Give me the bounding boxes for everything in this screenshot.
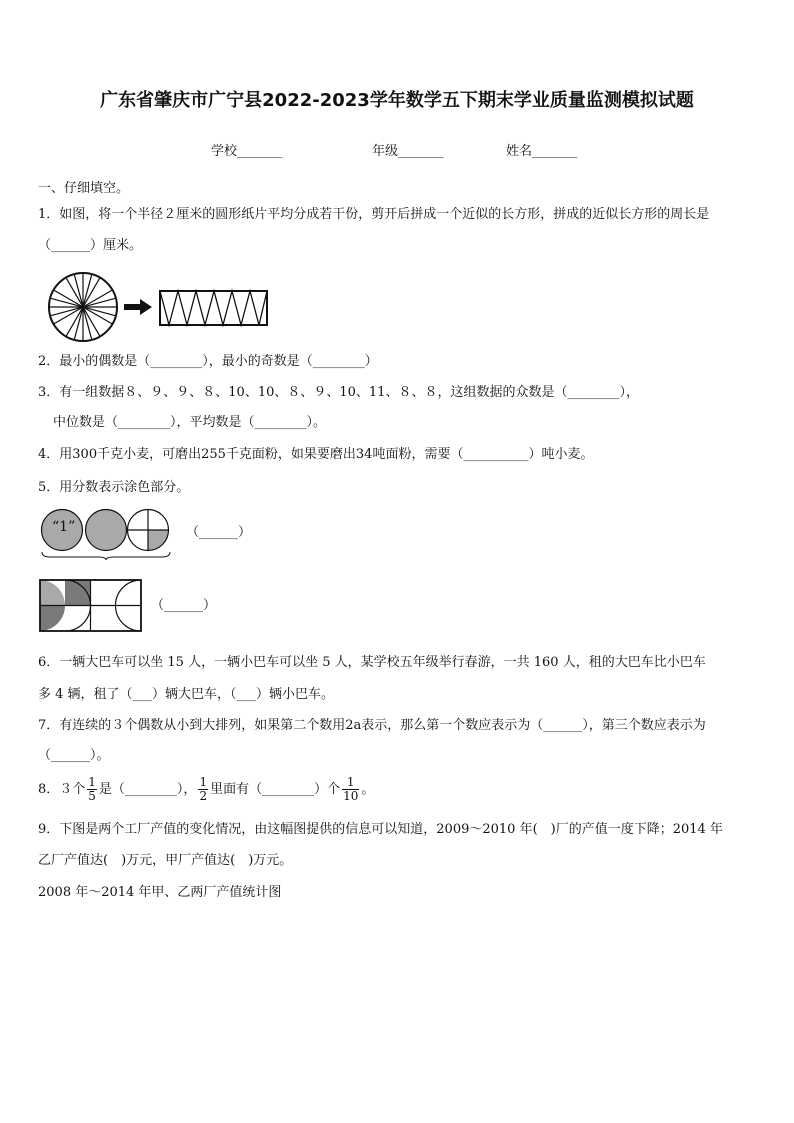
- section-heading: 一、仔细填空。: [38, 181, 130, 196]
- q3-line2: 中位数是（________），平均数是（________）。: [53, 415, 327, 430]
- fraction-one-half: $\frac{1}{2}$: [199, 775, 208, 803]
- zigzag-rectangle: [160, 291, 267, 325]
- q3-line1: 3．有一组数据８、９、９、８、10、10、８、９、10、11、８、８，这组数据的众数是（________），: [38, 385, 639, 400]
- q7-line1: 7．有连续的３个偶数从小到大排列，如果第二个数用2a表示，那么第一个数应表示为（______），第三个数应表示为: [38, 718, 706, 733]
- q8-end: 。: [361, 782, 375, 797]
- q6-line2: 多 4 辆，租了（___）辆大巴车，（___）辆小巴车。: [38, 687, 335, 702]
- page-title: 广东省肇庆市广宁县2022-2023学年数学五下期末学业质量监测模拟试题: [100, 90, 694, 111]
- q9-chart-caption: 2008 年～2014 年甲、乙两厂产值统计图: [38, 885, 282, 900]
- q5-unit-label: “1”: [52, 519, 76, 535]
- q5-rectangle-figure: [39, 579, 143, 633]
- q2-text: 2．最小的偶数是（________），最小的奇数是（________）: [38, 354, 378, 369]
- q5-text: 5．用分数表示涂色部分。: [38, 480, 190, 495]
- name-field[interactable]: 姓名_______: [506, 144, 578, 159]
- q8-mid1: 是（________），: [98, 782, 197, 797]
- q8-prefix: 8．３个: [38, 782, 86, 797]
- school-field[interactable]: 学校_______: [211, 144, 283, 159]
- q1-line2: （______）厘米。: [38, 238, 143, 253]
- q1-figure: [44, 269, 274, 345]
- q7-line2: （______）。: [38, 748, 110, 763]
- q8-mid2: 里面有（________）个: [210, 782, 341, 797]
- divided-circle: [49, 273, 117, 341]
- q1-line1: 1．如图，将一个半径２厘米的圆形纸片平均分成若干份，剪开后拼成一个近似的长方形，拼成的近似长方形的周长是: [38, 207, 710, 222]
- q4-text: 4．用300千克小麦，可磨出255千克面粉，如果要磨出34吨面粉，需要（__________）吨小麦。: [38, 447, 594, 462]
- q9-line1: 9．下图是两个工厂产值的变化情况，由这幅图提供的信息可以知道，2009～2010 年( )厂的产值一度下降；2014 年: [38, 822, 723, 837]
- q5-blank2[interactable]: （______）: [151, 598, 217, 613]
- fraction-one-fifth: $\frac{1}{5}$: [88, 775, 96, 803]
- q9-line2: 乙厂产值达( )万元，甲厂产值达( )万元。: [38, 853, 293, 868]
- fraction-one-tenth: $\frac{1}{10}$: [343, 775, 359, 803]
- q5-blank1[interactable]: （______）: [186, 525, 252, 540]
- grade-field[interactable]: 年级_______: [372, 144, 444, 159]
- arrow-icon: [124, 299, 152, 315]
- q6-line1: 6．一辆大巴车可以坐 15 人，一辆小巴车可以坐 5 人，某学校五年级举行春游，一共 160 人，租的大巴车比小巴车: [38, 655, 706, 670]
- q8-line: [38, 775, 374, 805]
